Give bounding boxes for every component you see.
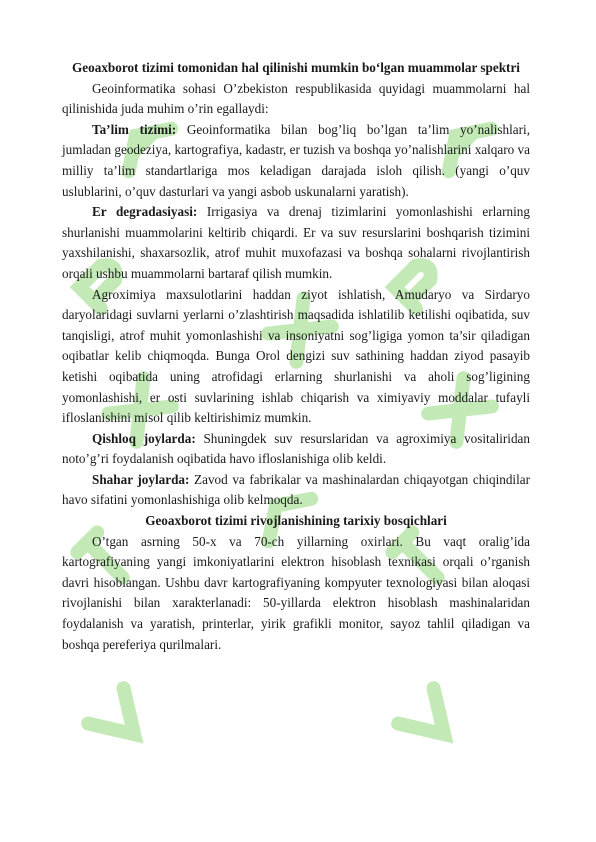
paragraph-land-degradation: Er degradasiyasi: Irrigasiya va drenaj tizimlarini yomonlashishi erlarning shurlanishi muammolarini keltirib chiqardi. Er va suv resurslarini boshqarish tizimini yaxshilanishi, shaxarsozlik, atrof muhit muxofazasi va boshqa sohalarni rivojlantirish orqali ushbu muammolarni bartaraf qilish mumkin. [62, 204, 530, 281]
section-subtitle: Geoaxborot tizimi rivojlanishining tarixiy bosqichlari [145, 513, 447, 529]
paragraph-history: O’tgan asrning 50-x va 70-ch yillarning oxirlari. Bu vaqt oralig’ida kartografiyaning yangi imkoniyatlarini elektron hisoblash texnikasi orqali o’rganish davri hisoblangan. Ushbu davr kartografiyaning kompyuter texnologiyasi bilan aloqasi rivojlanishi bilan xarakterlanadi: 50-yillarda elektron hisoblash mashinalaridan foydalanish va yaratish, printerlar, yirik grafikli monitor, sayoz tahlil qiladigan va boshqa pereferiya qurilmalari. [62, 533, 530, 652]
paragraph-urban: Shahar joylarda: Zavod va fabrikalar va mashinalardan chiqayotgan chiqindilar havo sifatini yomonlashishiga olib kelmoqda. [62, 471, 530, 508]
paragraph-rural: Qishloq joylarda: Shuningdek suv resurslaridan va agroximiya vositaliridan noto’g’ri foydalanish oqibatida havo ifloslanishiga olib keldi. [62, 430, 530, 467]
watermark-mark [398, 688, 462, 752]
document-body [62, 58, 530, 655]
paragraph-education: Ta’lim tizimi: Geoinformatika bilan bog’liq bo’lgan ta’lim yo’nalishlari, jumladan geodeziya, kartografiya, kadastr, er tuzish va boshqa yo’nalishlarini xalqaro va milliy ta’lim standartlariga mos keladigan darajada isloh qilish. (yangi o’quv uslublarini, o’quv dasturlari va yangi asbob uskunalarni yaratish). [62, 121, 530, 199]
term-education: Ta’lim tizimi: [92, 121, 177, 137]
paragraph-agrochemistry: Agroximiya maxsulotlarini haddan ziyot ishlatish, Amudaryo va Sirdaryo daryolaridagi suvlarni yerlarni o’zlashtirish maqsadida ishlatilib ketilishi oqibatida, suv tanqisligi, atrof muhit yomonlashishi va insoniyatni sog’ligiga yomon ta’sir qiladigan oqibatlar kelib chiqmoqda. Bunga Orol dengizi suv sathining haddan ziyod pasayib ketishi oqibatida uning atrofidagi erlarning shurlanishi va aholi sog’ligining yomonlashishi, er osti suvlarining ishlab chiqarish va ximiyaviy moddalar tufayli ifloslanishini misol qilib keltirishimiz mumkin. [62, 286, 530, 426]
watermark-mark [88, 688, 152, 752]
document-title: Geoaxborot tizimi tomonidan hal qilinishi mumkin bo‘lgan muammolar spektri [72, 60, 520, 75]
term-land-degradation: Er degradasiyasi: [92, 204, 198, 220]
term-urban: Shahar joylarda: [92, 471, 190, 487]
term-rural: Qishloq joylarda: [92, 430, 196, 446]
paragraph-intro: Geoinformatika sohasi O’zbekiston respublikasida quyidagi muammolarni hal qilinishida juda muhim o’rin egallaydi: [62, 80, 530, 117]
